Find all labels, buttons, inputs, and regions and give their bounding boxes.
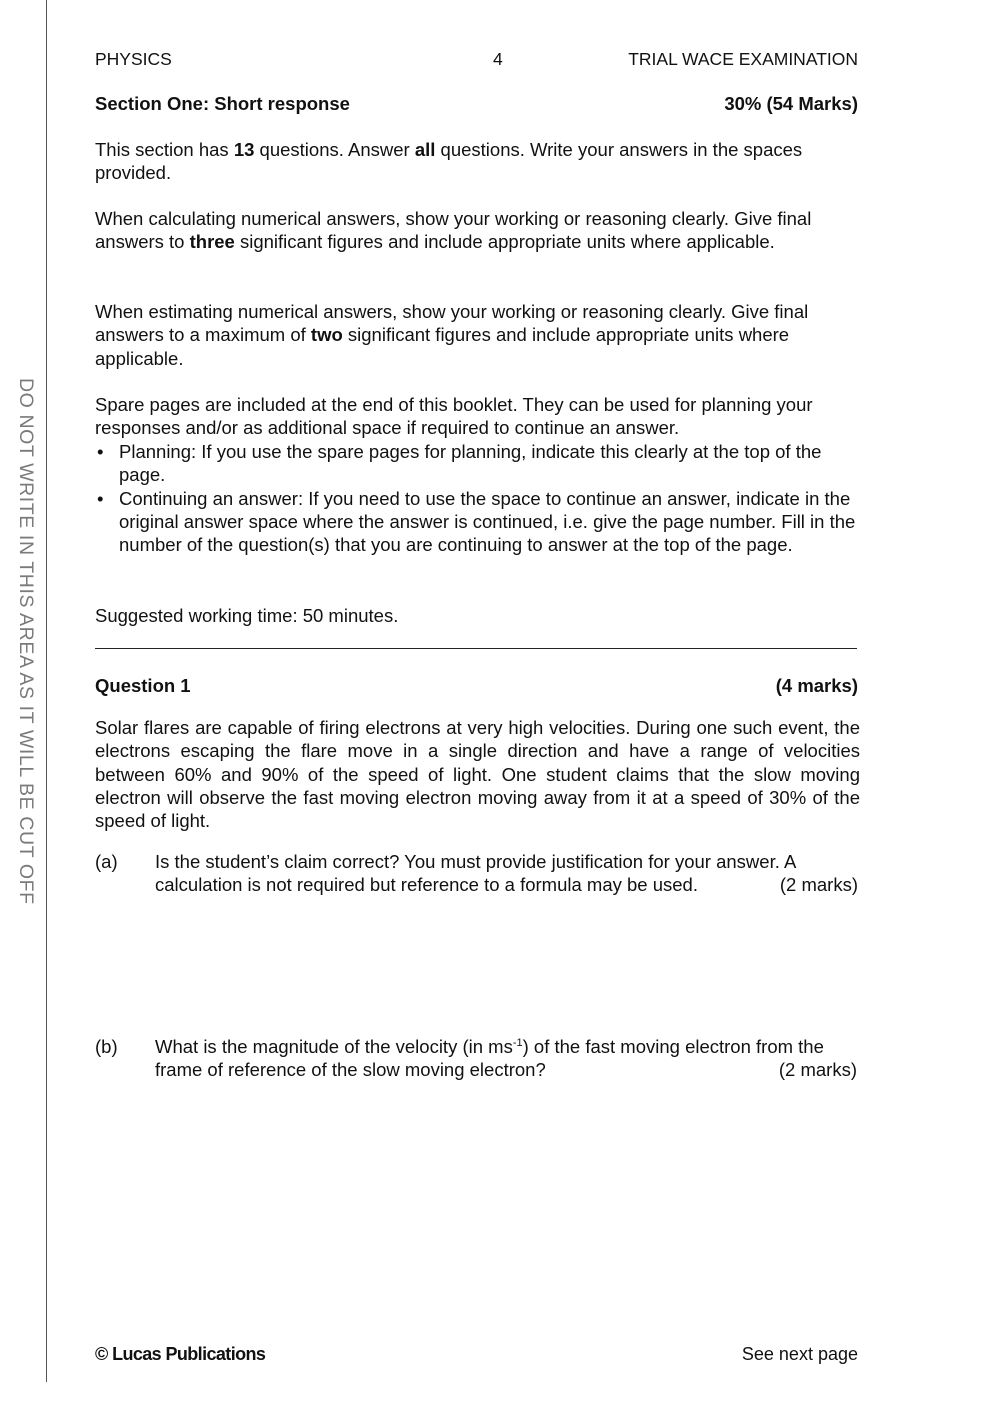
section-divider [95, 648, 857, 649]
emphasis-two: two [310, 324, 343, 346]
question-stem: Solar flares are capable of firing electrons at very high velocities. During one such event, the electrons escaping the flare move in a single direction and have a range of velocities between 60% and 90% of the speed of light. One student claims that the slow moving electron will observe the fast moving electron moving away from it at a speed of 30% of the speed of light. [95, 717, 860, 832]
part-b-marks: (2 marks) [778, 1059, 857, 1081]
calculating-text: When calculating numerical answers, show your working or reasoning clearly. Give final answers to [95, 208, 812, 253]
instruction-bullets [95, 440, 860, 556]
intro-text: questions. Write your answers in the spaces provided. [95, 139, 803, 184]
question-count: 13 [233, 139, 255, 160]
working-time: Suggested working time: 50 minutes. [95, 605, 399, 626]
section-title: Section One: Short response [95, 93, 350, 114]
margin-warning [15, 378, 57, 998]
footer-next-page: See next page [741, 1344, 858, 1364]
part-b [155, 1035, 857, 1082]
intro-text: This section has [95, 139, 234, 160]
intro-paragraph [95, 138, 860, 185]
estimating-paragraph [95, 300, 860, 370]
calculating-text: significant figures and include appropriate units where applicable. [234, 231, 775, 253]
footer-publisher: © Lucas Publications [95, 1344, 266, 1364]
emphasis-all: all [414, 139, 436, 160]
part-a-marks: (2 marks) [779, 874, 858, 896]
margin-warning-text: DO NOT WRITE IN THIS AREA AS IT WILL BE CUT OFF [15, 378, 37, 905]
header-subject: PHYSICS [95, 49, 172, 69]
spare-pages-paragraph: Spare pages are included at the end of this booklet. They can be used for planning your responses and/or as additional space if required to continue an answer. [95, 394, 813, 439]
estimating-text: significant figures and include appropriate units where applicable. [95, 324, 790, 369]
part-a-label: (a) [95, 851, 118, 872]
bullet-planning: • Planning: If you use the spare pages for planning, indicate this clearly at the top of the page. [95, 440, 860, 487]
intro-text: questions. Answer [254, 139, 415, 160]
part-b-text: What is the magnitude of the velocity (in ms [155, 1036, 513, 1057]
section-weight: 30% (54 Marks) [724, 93, 858, 114]
part-b-text: ) of the fast moving electron from the frame of reference of the slow moving electron? [155, 1036, 824, 1081]
estimating-text: When estimating numerical answers, show your working or reasoning clearly. Give final answers to a maximum of [95, 301, 809, 346]
unit-exponent: -1 [512, 1037, 523, 1049]
emphasis-three: three [189, 231, 235, 253]
question-title: Question 1 [95, 675, 191, 696]
question-marks: (4 marks) [775, 675, 858, 696]
part-b-label: (b) [95, 1036, 118, 1057]
bullet-continuing: • Continuing an answer: If you need to use the space to continue an answer, indicate in the original answer space where the answer is continued, i.e. give the page number. Fill in the number of the question(s) that you are continuing to answer at the top of the page. [95, 487, 860, 557]
part-a [155, 850, 858, 897]
calculating-paragraph [95, 207, 860, 254]
part-a-text: Is the student’s claim correct? You must provide justification for your answer. A calculation is not required but reference to a formula may be used. [155, 851, 796, 896]
header-exam: TRIAL WACE EXAMINATION [628, 49, 858, 69]
header-page-number: 4 [493, 49, 503, 69]
